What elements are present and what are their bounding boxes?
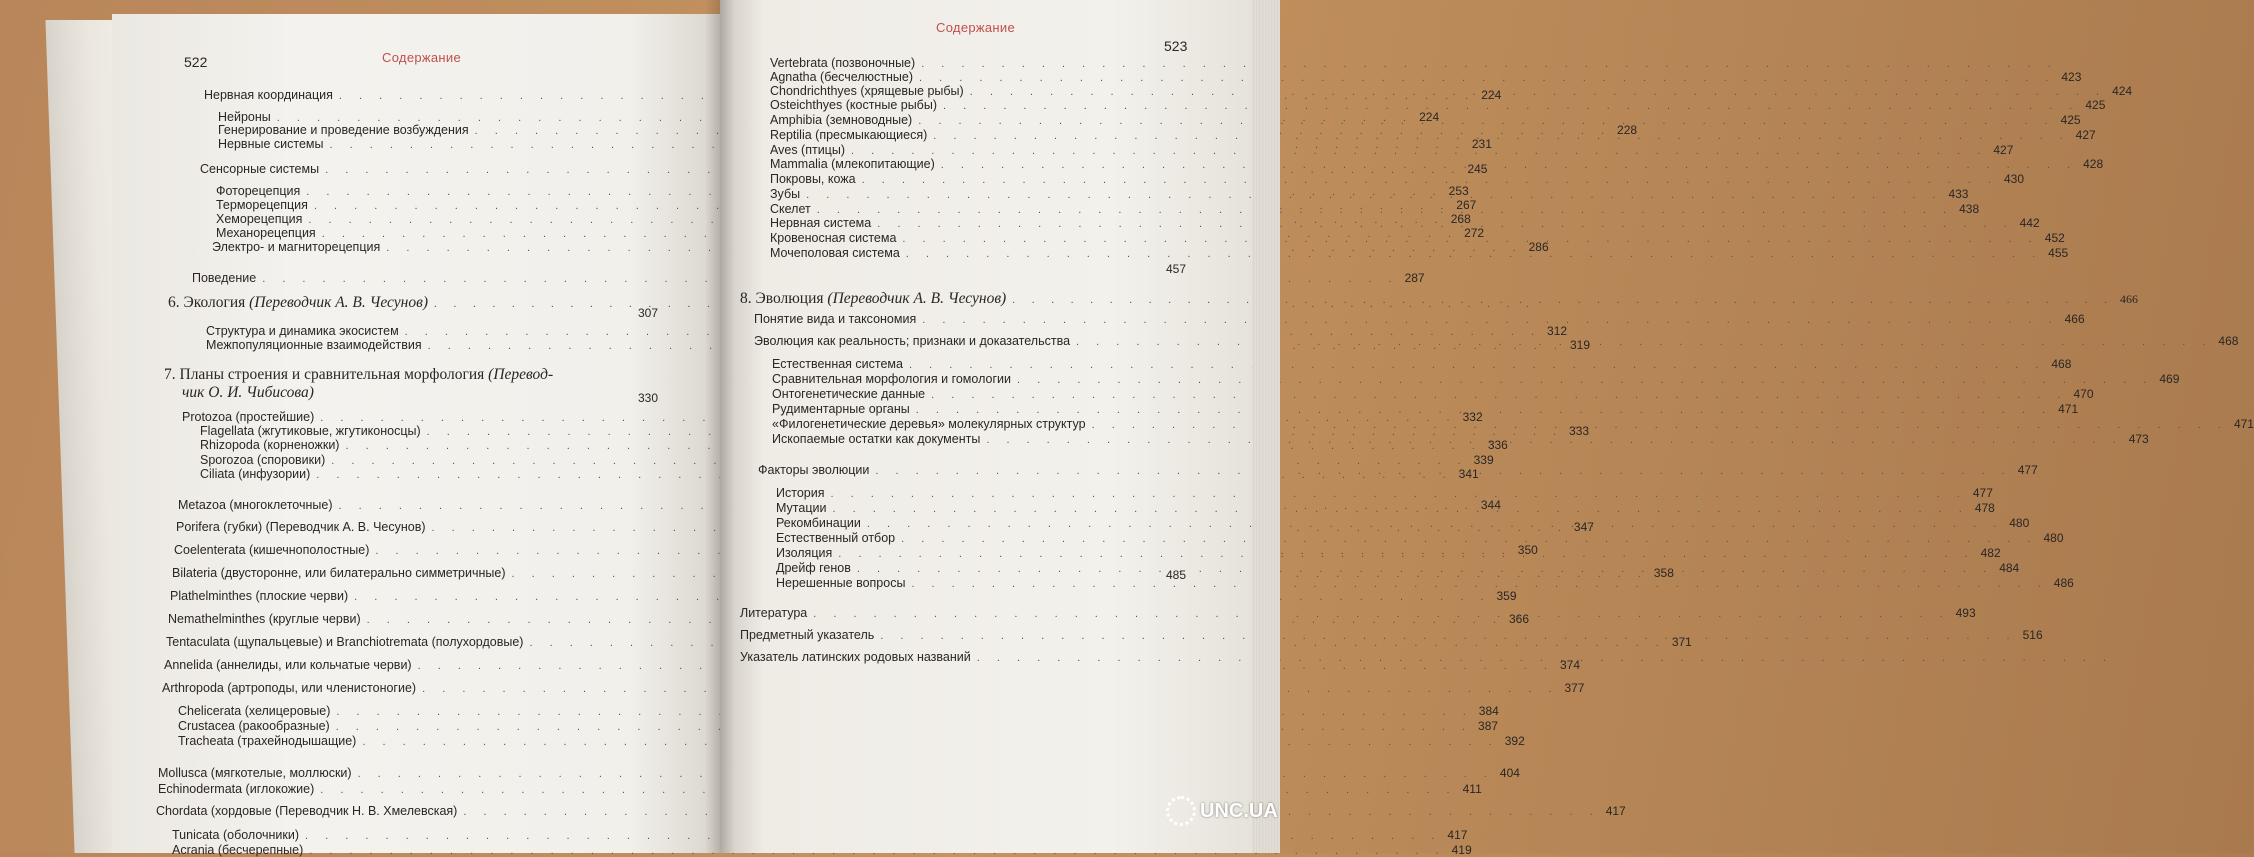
chapter-8-entry-page: 477 <box>2017 463 2038 477</box>
dot-leader <box>909 359 2045 371</box>
chapter-7-entry-title: Mollusca (мягкотелые, моллюски) <box>158 766 352 780</box>
left-toc-entry-title: Нервные системы <box>218 137 324 151</box>
chapter-8-entry-page: 478 <box>1974 501 1995 515</box>
chapter-8-page: 466 <box>2119 292 2138 306</box>
chapter-7-entry-page: 417 <box>1605 804 1626 818</box>
right-toc-entry-page: 425 <box>2060 113 2081 127</box>
left-toc-entry-page: 253 <box>1448 184 1469 198</box>
chapter-8-entry-title: Эволюция как реальность; признаки и доказательства <box>754 334 1071 348</box>
dot-leader <box>931 389 2067 401</box>
right-toc-entry-title: Agnatha (бесчелюстные) <box>770 70 913 84</box>
dot-leader <box>832 503 1968 515</box>
chapter-7-entry-title: Ciliata (инфузории) <box>200 467 311 481</box>
dot-leader <box>1017 374 2153 386</box>
chapter-7-entry-title: Crustacea (ракообразные) <box>178 719 330 733</box>
chapter-8-entry-page: 482 <box>1980 546 2001 560</box>
dot-leader <box>970 86 2106 98</box>
dot-leader <box>1076 336 2212 348</box>
dot-leader <box>902 233 2038 245</box>
left-toc-entry-title: Нейроны <box>218 110 271 124</box>
chapter-7-entry-title: Tentaculata (щупальцевые) и Branchiotremata (полухордовые) <box>166 635 524 649</box>
dot-leader <box>919 72 2055 84</box>
chapter-8-entry <box>772 402 2079 416</box>
dot-leader <box>977 652 2113 664</box>
chapter-8-entry-title: Ископаемые остатки как документы <box>772 432 981 446</box>
right-toc-entry-page: 428 <box>2083 157 2104 171</box>
chapter-7-entry-page: 371 <box>1671 635 1692 649</box>
chapter-8-number: 8. <box>740 290 752 307</box>
right-toc-entry-page: 427 <box>2075 128 2096 142</box>
right-toc-entry-title: Reptilia (пресмыкающиеся) <box>770 128 928 142</box>
chapter-8-entry-page: 468 <box>2051 357 2072 371</box>
chapter-6-entry-page: 312 <box>1547 324 1568 338</box>
chapter-7-entry-page: 411 <box>1462 782 1482 796</box>
chapter-7-entry <box>162 681 1585 695</box>
dot-leader <box>933 130 2069 142</box>
left-toc-entry-title: Генерирование и проведение возбуждения <box>218 123 469 137</box>
dot-leader <box>838 548 1974 560</box>
chapter-7-entry-title: Bilateria (двусторонне, или билатерально симметричные) <box>172 566 506 580</box>
left-toc-entry-page: 287 <box>1404 271 1425 285</box>
dot-leader <box>941 159 2077 171</box>
left-running-head: Содержание <box>382 50 461 65</box>
right-toc-entry-title: Зубы <box>770 187 801 201</box>
right-toc-entry <box>770 172 2025 186</box>
chapter-7-entry <box>178 704 1499 718</box>
chapter-8-entry <box>772 387 2094 401</box>
chapter-7-entry-title: Sporozoa (споровики) <box>200 453 326 467</box>
chapter-7-entry-title: Coelenterata (кишечнополостные) <box>174 543 370 557</box>
chapter-8-entry <box>772 357 2072 371</box>
chapter-8-entry <box>740 650 1250 664</box>
chapter-8-entry-page: 477 <box>1972 486 1993 500</box>
chapter-8-entry-title: Онтогенетические данные <box>772 387 926 401</box>
chapter-8-entry-title: «Филогенетические деревья» молекулярных структур <box>772 417 1086 431</box>
chapter-8-entry-title: Указатель латинских родовых названий <box>740 650 971 664</box>
sun-logo-icon <box>1166 796 1196 826</box>
dot-leader <box>943 100 2079 112</box>
chapter-8-entry-page: 480 <box>2043 531 2064 545</box>
watermark <box>1166 796 1278 826</box>
left-toc-entry-title: Фоторецепция <box>216 184 301 198</box>
right-toc-entry-page: 424 <box>2112 84 2133 98</box>
chapter-7-entry-title: Chelicerata (хелицеровые) <box>178 704 331 718</box>
extra-page-number: 457 <box>1166 262 1187 276</box>
chapter-8-entry-title: Понятие вида и таксономия <box>754 312 917 326</box>
chapter-8-entry-page: 469 <box>2159 372 2180 386</box>
left-toc-entry-page: 228 <box>1617 123 1638 137</box>
chapter-7-number: 7. <box>164 366 176 383</box>
dot-leader <box>877 218 2013 230</box>
chapter-7-entry-page: 404 <box>1499 766 1520 780</box>
chapter-7-line-2: чик О. И. Чибисова) <box>182 384 314 401</box>
right-toc-entry-page: 442 <box>2019 216 2040 230</box>
chapter-8-entry-page: 468 <box>2218 334 2239 348</box>
chapter-7-entry-page: 347 <box>1573 520 1594 534</box>
extra-page-number-2: 485 <box>1166 568 1187 582</box>
chapter-7-entry-page: 366 <box>1508 612 1530 626</box>
dot-leader <box>857 563 1993 575</box>
chapter-8-entry <box>776 531 2064 545</box>
book-gutter <box>705 0 735 853</box>
right-toc-entry-page: 427 <box>1993 143 2014 157</box>
chapter-7-entry-page: 336 <box>1487 438 1508 452</box>
left-toc-entry-page: 224 <box>1419 110 1440 124</box>
left-toc-entry-page: 267 <box>1456 198 1477 212</box>
chapter-7-entry-page: 392 <box>1504 734 1525 748</box>
chapter-7-entry <box>178 734 1525 748</box>
chapter-7-entry-page: 344 <box>1480 498 1501 512</box>
chapter-8-entry <box>754 312 2085 326</box>
right-toc-entry-title: Нервная система <box>770 216 872 230</box>
dot-leader <box>862 174 1998 186</box>
chapter-8-entry-title: Рудиментарные органы <box>772 402 910 416</box>
chapter-8-entry-title: Естественный отбор <box>776 531 896 545</box>
chapter-8-entry-title: История <box>776 486 825 500</box>
dot-leader <box>813 608 1949 620</box>
chapter-7-entry-title: Echinodermata (иглокожие) <box>158 782 315 796</box>
chapter-8-entry-title: Нерешенные вопросы <box>776 576 906 590</box>
right-toc-entry-title: Mammalia (млекопитающие) <box>770 157 935 171</box>
right-toc-entry-page: 423 <box>2061 70 2082 84</box>
dot-leader <box>911 578 2047 590</box>
chapter-7-entry-page: 419 <box>1451 843 1472 857</box>
chapter-7-line-1 <box>164 366 553 384</box>
left-toc-entry-title: Сенсорные системы <box>200 162 320 176</box>
chapter-7-entry-page: 341 <box>1458 467 1479 481</box>
chapter-7-entry-page: 384 <box>1478 704 1499 718</box>
chapter-7-entry-page: 374 <box>1559 658 1580 672</box>
chapter-8-entry-page: 473 <box>2128 432 2149 446</box>
chapter-7-entry <box>158 766 1520 780</box>
right-toc-entry-title: Aves (птицы) <box>770 143 845 157</box>
dot-leader <box>921 58 2057 70</box>
right-toc-entry-title: Скелет <box>770 202 811 216</box>
chapter-8-entry-page: 493 <box>1955 606 1976 620</box>
right-toc-entry-page: 433 <box>1948 187 1969 201</box>
right-toc-entry-page: 438 <box>1959 202 1980 216</box>
chapter-8-entry <box>740 290 2138 308</box>
right-running-head: Содержание <box>936 20 1015 35</box>
left-toc-entry-title: Поведение <box>192 271 257 285</box>
chapter-7-entry <box>200 453 1494 467</box>
chapter-7-entry-page: 333 <box>1569 424 1590 438</box>
left-page-number: 522 <box>184 54 208 70</box>
chapter-7-entry-title: Rhizopoda (корненожки) <box>200 438 340 452</box>
chapter-7-title: Планы строения и сравнительная морфология <box>179 366 485 383</box>
chapter-6-page: 307 <box>638 306 659 320</box>
right-toc-entry-title: Кровеносная система <box>770 231 897 245</box>
chapter-6-translator: (Переводчик А. В. Чесунов) <box>249 294 428 311</box>
dot-leader <box>901 533 2037 545</box>
dot-leader <box>806 189 1942 201</box>
chapter-7-entry-title: Arthropoda (артроподы, или членистоногие) <box>162 681 417 695</box>
chapter-7-entry-page: 377 <box>1564 681 1585 695</box>
dot-leader <box>918 115 2054 127</box>
dot-leader <box>916 404 2052 416</box>
right-toc-entry-title: Мочеполовая система <box>770 246 900 260</box>
right-toc-entry <box>770 70 2082 84</box>
chapter-6-number: 6. <box>168 294 180 311</box>
left-toc-entry-page: 286 <box>1528 240 1549 254</box>
right-toc-entry <box>770 98 2106 112</box>
dot-leader <box>830 488 1966 500</box>
dot-leader <box>867 518 2003 530</box>
right-toc-entry-title: Amphibia (земноводные) <box>770 113 913 127</box>
left-toc-entry-title: Терморецепция <box>216 198 308 212</box>
chapter-7-entry <box>172 828 1468 842</box>
right-toc-entry <box>770 56 1250 70</box>
chapter-7-entry-page: 387 <box>1478 719 1499 733</box>
chapter-8-entry-title: Мутации <box>776 501 827 515</box>
page-edge-right <box>1252 0 1280 853</box>
chapter-7-entry-title: Porifera (губки) (Переводчик А. В. Чесунов) <box>176 520 426 534</box>
chapter-6-entry-title: Структура и динамика экосистем <box>206 324 399 338</box>
right-toc-entry-page: 455 <box>2048 246 2069 260</box>
dot-leader <box>880 630 2016 642</box>
left-toc-entry-title: Механорецепция <box>216 226 316 240</box>
chapter-7-entry-title: Annelida (аннелиды, или кольчатые черви) <box>164 658 412 672</box>
chapter-7-entry <box>164 658 1580 672</box>
chapter-8-entry-title: Естественная система <box>772 357 903 371</box>
chapter-8-entry-page: 466 <box>2064 312 2085 326</box>
chapter-7-entry-title: Flagellata (жгутиковые, жгутиконосцы) <box>200 424 421 438</box>
right-page-number: 523 <box>1164 38 1188 54</box>
chapter-6-entry-title: Межпопуляционные взаимодействия <box>206 338 422 352</box>
right-toc-entry-title: Chondrichthyes (хрящевые рыбы) <box>770 84 964 98</box>
left-toc-entry <box>192 271 1425 285</box>
right-toc-entry-title: Покровы, кожа <box>770 172 856 186</box>
chapter-7-entry-title: Protozoa (простейшие) <box>182 410 315 424</box>
chapter-8-entry-title: Литература <box>740 606 808 620</box>
chapter-7-entry <box>178 719 1499 733</box>
chapter-7-entry <box>158 782 1482 796</box>
dot-leader <box>986 434 2122 446</box>
left-toc-entry-page: 272 <box>1464 226 1485 240</box>
chapter-7-entry-page: 339 <box>1473 453 1494 467</box>
chapter-8-entry-page: 470 <box>2073 387 2094 401</box>
left-toc-entry-title: Электро- и магниторецепция <box>212 240 381 254</box>
dot-leader <box>922 314 2058 326</box>
chapter-7-entry-title: Tunicata (оболочники) <box>172 828 300 842</box>
chapter-7-entry <box>172 843 1472 857</box>
right-toc-entry-title: Osteichthyes (костные рыбы) <box>770 98 937 112</box>
chapter-8-entry-page: 471 <box>2233 417 2254 431</box>
dot-leader <box>817 204 1953 216</box>
dot-leader <box>906 248 2042 260</box>
chapter-8-entry-page: 486 <box>2053 576 2074 590</box>
right-toc-entry-page: 452 <box>2044 231 2065 245</box>
chapter-8-entry-title: Факторы эволюции <box>758 463 870 477</box>
chapter-7-entry-title: Metazoa (многоклеточные) <box>178 498 333 512</box>
chapter-7-entry-title: Plathelminthes (плоские черви) <box>170 589 349 603</box>
chapter-8-entry-title: Дрейф генов <box>776 561 851 575</box>
chapter-8-entry-title: Сравнительная морфология и гомологии <box>772 372 1011 386</box>
left-toc-entry-page: 231 <box>1471 137 1492 151</box>
chapter-8-entry-page: 471 <box>2058 402 2079 416</box>
chapter-6-title: Экология <box>183 294 246 311</box>
chapter-8-entry <box>772 372 2180 386</box>
chapter-7-page: 330 <box>638 391 659 405</box>
chapter-8-entry-title: Изоляция <box>776 546 833 560</box>
chapter-8-entry-page: 480 <box>2009 516 2030 530</box>
chapter-8-entry-title: Рекомбинации <box>776 516 861 530</box>
chapter-7-entry-title: Tracheata (трахейнодышащие) <box>178 734 357 748</box>
dot-leader <box>851 145 1987 157</box>
left-toc-entry-title: Нервная координация <box>204 88 333 102</box>
right-toc-entry-page: 430 <box>2003 172 2025 186</box>
chapter-8-title: Эволюция <box>755 290 824 307</box>
chapter-7-translator-a: (Перевод- <box>488 366 554 383</box>
chapter-7-entry-page: 350 <box>1517 543 1538 557</box>
chapter-6-entry-page: 319 <box>1569 338 1590 352</box>
chapter-6-entry <box>206 324 1568 338</box>
left-toc-entry-page: 224 <box>1481 88 1502 102</box>
left-toc-entry-page: 268 <box>1450 212 1471 226</box>
chapter-7-entry <box>170 589 1517 603</box>
chapter-8-entry <box>776 486 1993 500</box>
chapter-8-entry-page: 516 <box>2022 628 2043 642</box>
chapter-8-entry-title: Предметный указатель <box>740 628 875 642</box>
right-toc-entry-page: 425 <box>2085 98 2106 112</box>
chapter-7-entry-title: Chordata (хордовые (Переводчик Н. В. Хмелевская) <box>156 804 458 818</box>
left-toc-entry-title: Хеморецепция <box>216 212 303 226</box>
chapter-8-translator: (Переводчик А. В. Чесунов) <box>827 290 1007 307</box>
chapter-7-entry-page: 358 <box>1653 566 1674 580</box>
chapter-7-entry-page: 332 <box>1462 410 1483 424</box>
chapter-7-entry-title: Acrania (бесчерепные) <box>172 843 304 857</box>
chapter-8-entry-page: 484 <box>1999 561 2020 575</box>
right-toc-entry-title: Vertebrata (позвоночные) <box>770 56 916 70</box>
dot-leader <box>875 465 2011 477</box>
watermark-text: UNC.UA <box>1200 799 1278 822</box>
chapter-7-entry-title: Nemathelminthes (круглые черви) <box>168 612 361 626</box>
left-toc-entry-page: 245 <box>1467 162 1488 176</box>
chapter-7-entry-page: 417 <box>1447 828 1468 842</box>
chapter-7-entry-page: 359 <box>1496 589 1517 603</box>
